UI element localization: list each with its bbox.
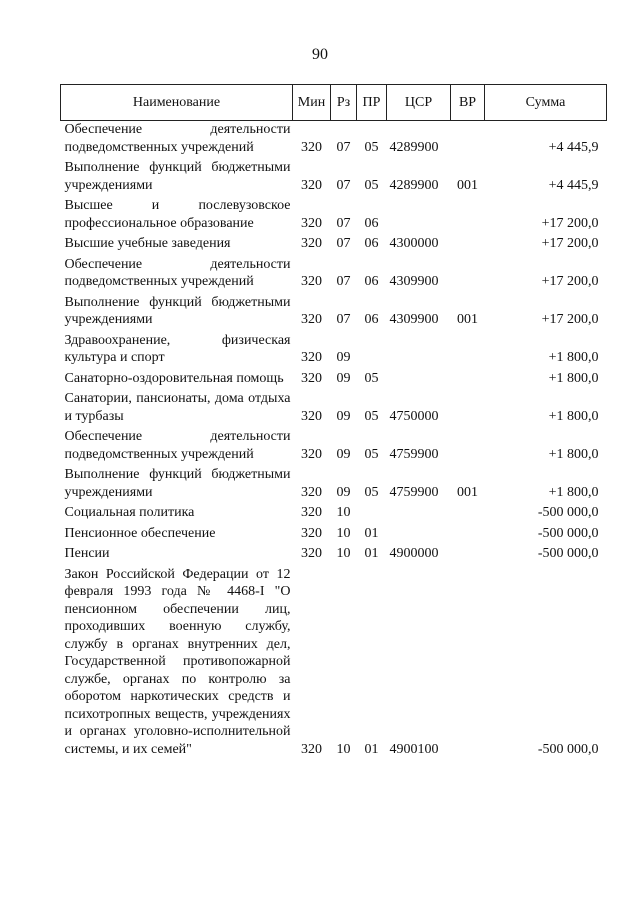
table-row [61, 545, 607, 566]
cell-rz: 07 [336, 274, 351, 289]
table-row [61, 390, 607, 428]
cell-sum: -500 000,0 [537, 505, 599, 520]
cell-name: Выполнение функций бюджетными учреждениями [64, 160, 291, 193]
header-pr: ПР [357, 85, 387, 121]
cell-vr [451, 525, 485, 546]
cell-name: Обеспечение деятельности подведомственных учреждений [64, 256, 291, 289]
cell-vr [451, 197, 485, 235]
cell-vr [451, 121, 485, 160]
cell-min: 320 [301, 505, 322, 520]
cell-sum: +17 200,0 [541, 215, 599, 231]
cell-rz: 10 [336, 505, 351, 520]
cell-vr [451, 428, 485, 466]
cell-rz: 10 [336, 525, 351, 541]
cell-rz: 07 [336, 236, 351, 251]
cell-pr: 05 [364, 446, 379, 462]
cell-min: 320 [301, 546, 322, 561]
cell-vr [451, 504, 485, 525]
budget-table-grid [60, 84, 607, 761]
cell-pr: 01 [364, 741, 379, 757]
header-vr: ВР [451, 85, 485, 121]
cell-sum: +4 445,9 [548, 139, 599, 155]
table-row [61, 294, 607, 332]
cell-vr [451, 566, 485, 762]
cell-sum: +1 800,0 [548, 408, 599, 424]
cell-csr: 4309900 [389, 274, 439, 289]
cell-sum: +17 200,0 [541, 236, 599, 251]
table-row [61, 504, 607, 525]
cell-min: 320 [301, 370, 322, 386]
table-row [61, 235, 607, 256]
cell-sum: -500 000,0 [537, 741, 599, 757]
cell-sum: +1 800,0 [548, 484, 599, 500]
cell-pr: 05 [364, 139, 379, 155]
cell-pr: 06 [364, 215, 379, 231]
cell-csr: 4300000 [389, 236, 439, 251]
cell-name: Обеспечение деятельности подведомственных учреждений [64, 429, 291, 462]
header-name: Наименование [61, 85, 293, 121]
cell-rz: 10 [336, 546, 351, 561]
cell-min: 320 [301, 177, 322, 193]
cell-pr: 01 [364, 546, 379, 561]
cell-pr [357, 332, 387, 370]
cell-sum: +1 800,0 [548, 350, 599, 365]
cell-rz: 07 [336, 312, 351, 327]
header-min: Мин [293, 85, 331, 121]
cell-sum: +1 800,0 [548, 370, 599, 386]
cell-rz: 10 [336, 741, 351, 757]
cell-csr [387, 525, 451, 546]
cell-name: Высшее и послевузовское профессиональное образование [64, 198, 291, 231]
cell-vr [451, 235, 485, 256]
cell-vr [451, 256, 485, 294]
cell-sum: +1 800,0 [548, 446, 599, 462]
cell-name: Выполнение функций бюджетными учреждениями [64, 467, 291, 500]
cell-csr: 4750000 [389, 408, 439, 424]
cell-min: 320 [301, 274, 322, 289]
cell-csr: 4759900 [389, 484, 439, 500]
header-rz: Рз [331, 85, 357, 121]
cell-csr [387, 370, 451, 391]
cell-csr: 4759900 [389, 446, 439, 462]
cell-name: Санатории, пансионаты, дома отдыха и турбазы [64, 391, 291, 424]
cell-min: 320 [301, 215, 322, 231]
cell-name: Выполнение функций бюджетными учреждениями [64, 294, 291, 327]
cell-min: 320 [301, 525, 322, 541]
table-row [61, 525, 607, 546]
cell-vr [451, 332, 485, 370]
cell-rz: 09 [336, 350, 351, 365]
cell-rz: 09 [336, 370, 351, 386]
cell-name: Социальная политика [64, 505, 195, 520]
table-row [61, 466, 607, 504]
cell-csr [387, 332, 451, 370]
table-body [61, 121, 607, 762]
cell-min: 320 [301, 741, 322, 757]
cell-pr: 05 [364, 484, 379, 500]
header-csr: ЦСР [387, 85, 451, 121]
table-row [61, 428, 607, 466]
cell-vr: 001 [457, 177, 478, 193]
table-row [61, 332, 607, 370]
cell-pr: 05 [364, 370, 379, 386]
cell-vr [451, 390, 485, 428]
cell-pr: 06 [364, 312, 379, 327]
cell-min: 320 [301, 236, 322, 251]
cell-csr [387, 197, 451, 235]
cell-name: Пенсии [64, 546, 110, 561]
cell-csr [387, 504, 451, 525]
cell-min: 320 [301, 312, 322, 327]
cell-min: 320 [301, 408, 322, 424]
cell-pr [357, 504, 387, 525]
cell-name: Обеспечение деятельности подведомственных учреждений [64, 122, 291, 155]
cell-min: 320 [301, 484, 322, 500]
cell-name: Высшие учебные заведения [64, 236, 231, 251]
cell-vr: 001 [457, 312, 478, 327]
cell-name: Пенсионное обеспечение [64, 525, 216, 541]
cell-csr: 4900000 [389, 546, 439, 561]
header-sum: Сумма [485, 85, 607, 121]
cell-name: Закон Российской Федерации от 12 февраля 1993 года № 4468-I "О пенсионном обеспечении лиц, проходивших военную службу, службу в органах внутренних дел, Государственной противопожарной службе, органах по контролю за оборотом наркотических средств и психотропных веществ, учреждениях и органах уголовно-исполнительной системы, и их семей" [64, 566, 291, 757]
cell-rz: 09 [336, 484, 351, 500]
cell-rz: 07 [336, 177, 351, 193]
table-row [61, 121, 607, 160]
cell-csr: 4309900 [389, 312, 439, 327]
cell-sum: -500 000,0 [537, 546, 599, 561]
table-row [61, 256, 607, 294]
cell-min: 320 [301, 139, 322, 155]
cell-csr: 4900100 [389, 741, 439, 757]
table-row [61, 370, 607, 391]
cell-pr: 06 [364, 274, 379, 289]
cell-vr: 001 [457, 484, 478, 500]
cell-pr: 05 [364, 408, 379, 424]
cell-rz: 09 [336, 446, 351, 462]
cell-sum: +4 445,9 [548, 177, 599, 193]
cell-pr: 06 [364, 236, 379, 251]
cell-sum: -500 000,0 [537, 525, 599, 541]
cell-rz: 09 [336, 408, 351, 424]
cell-csr: 4289900 [389, 139, 439, 155]
table-row [61, 159, 607, 197]
cell-rz: 07 [336, 139, 351, 155]
cell-rz: 07 [336, 215, 351, 231]
page-number: 90 [312, 46, 328, 63]
cell-pr: 05 [364, 177, 379, 193]
table-row [61, 566, 607, 762]
cell-csr: 4289900 [389, 177, 439, 193]
cell-name: Санаторно-оздоровительная помощь [64, 370, 284, 386]
cell-sum: +17 200,0 [541, 274, 599, 289]
cell-pr: 01 [364, 525, 379, 541]
cell-vr [451, 545, 485, 566]
cell-sum: +17 200,0 [541, 312, 599, 327]
cell-name: Здравоохранение, физическая культура и спорт [64, 332, 291, 365]
cell-min: 320 [301, 350, 322, 365]
table-header [61, 85, 607, 121]
table-row [61, 197, 607, 235]
cell-min: 320 [301, 446, 322, 462]
budget-table [60, 84, 606, 761]
cell-vr [451, 370, 485, 391]
